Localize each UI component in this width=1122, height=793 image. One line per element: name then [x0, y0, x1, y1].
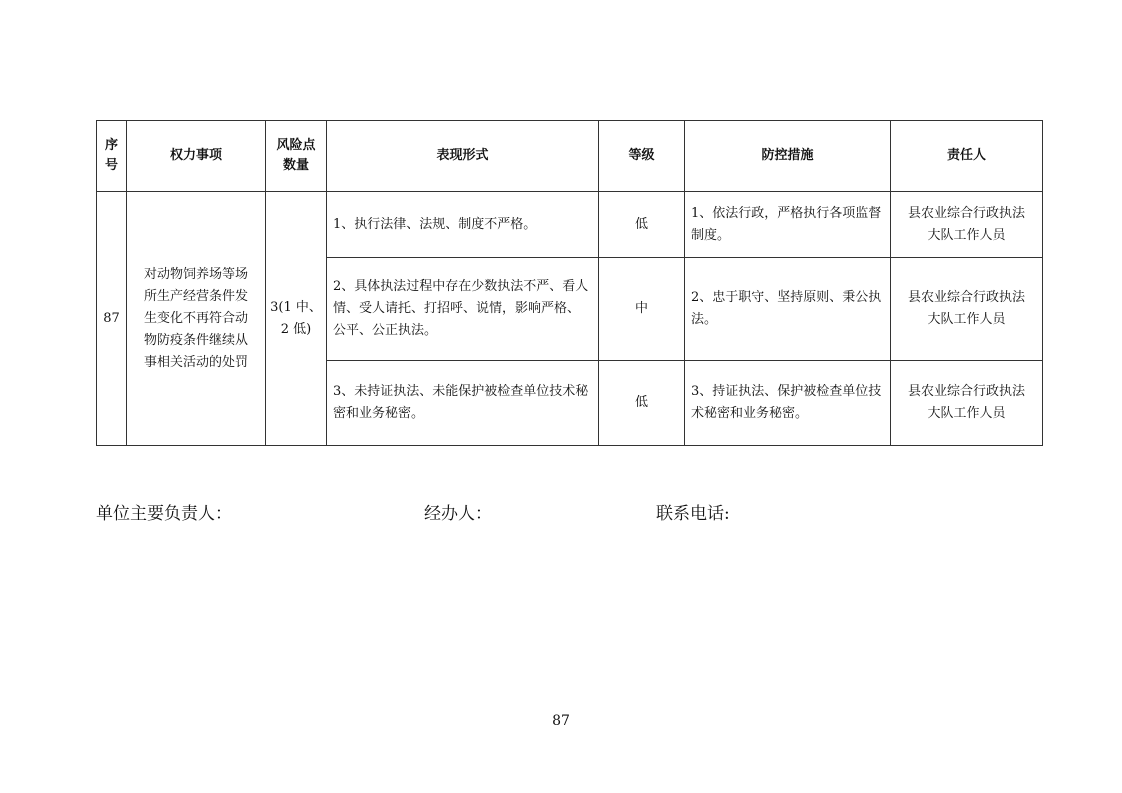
header-level: 等级	[599, 121, 685, 192]
measure-cell: 2、忠于职守、坚持原则、秉公执法。	[685, 258, 891, 361]
table-header-row	[97, 121, 1043, 192]
count-cell: 3(1 中、2 低)	[266, 192, 327, 446]
owner-cell: 县农业综合行政执法大队工作人员	[891, 192, 1043, 258]
header-measure: 防控措施	[685, 121, 891, 192]
seq-cell: 87	[97, 192, 127, 446]
form-cell: 1、执行法律、法规、制度不严格。	[327, 192, 599, 258]
header-count: 风险点数量	[266, 121, 327, 192]
table-row	[97, 192, 1043, 258]
header-owner: 责任人	[891, 121, 1043, 192]
measure-cell: 3、持证执法、保护被检查单位技术秘密和业务秘密。	[685, 361, 891, 446]
page-number: 87	[552, 713, 570, 729]
leader-signature-label: 单位主要负责人：	[96, 504, 232, 524]
header-item: 权力事项	[127, 121, 266, 192]
risk-table	[96, 120, 1043, 446]
header-form: 表现形式	[327, 121, 599, 192]
form-cell: 2、具体执法过程中存在少数执法不严、看人情、受人请托、打招呼、说情，影响严格、公平、公正执法。	[327, 258, 599, 361]
handler-signature-label: 经办人：	[424, 504, 492, 524]
form-cell: 3、未持证执法、未能保护被检查单位技术秘密和业务秘密。	[327, 361, 599, 446]
phone-label: 联系电话:	[656, 504, 730, 524]
item-cell: 对动物饲养场等场所生产经营条件发生变化不再符合动物防疫条件继续从事相关活动的处罚	[127, 192, 266, 446]
owner-cell: 县农业综合行政执法大队工作人员	[891, 258, 1043, 361]
level-cell: 低	[599, 361, 685, 446]
measure-cell: 1、依法行政，严格执行各项监督制度。	[685, 192, 891, 258]
level-cell: 低	[599, 192, 685, 258]
level-cell: 中	[599, 258, 685, 361]
owner-cell: 县农业综合行政执法大队工作人员	[891, 361, 1043, 446]
header-seq: 序号	[97, 121, 127, 192]
